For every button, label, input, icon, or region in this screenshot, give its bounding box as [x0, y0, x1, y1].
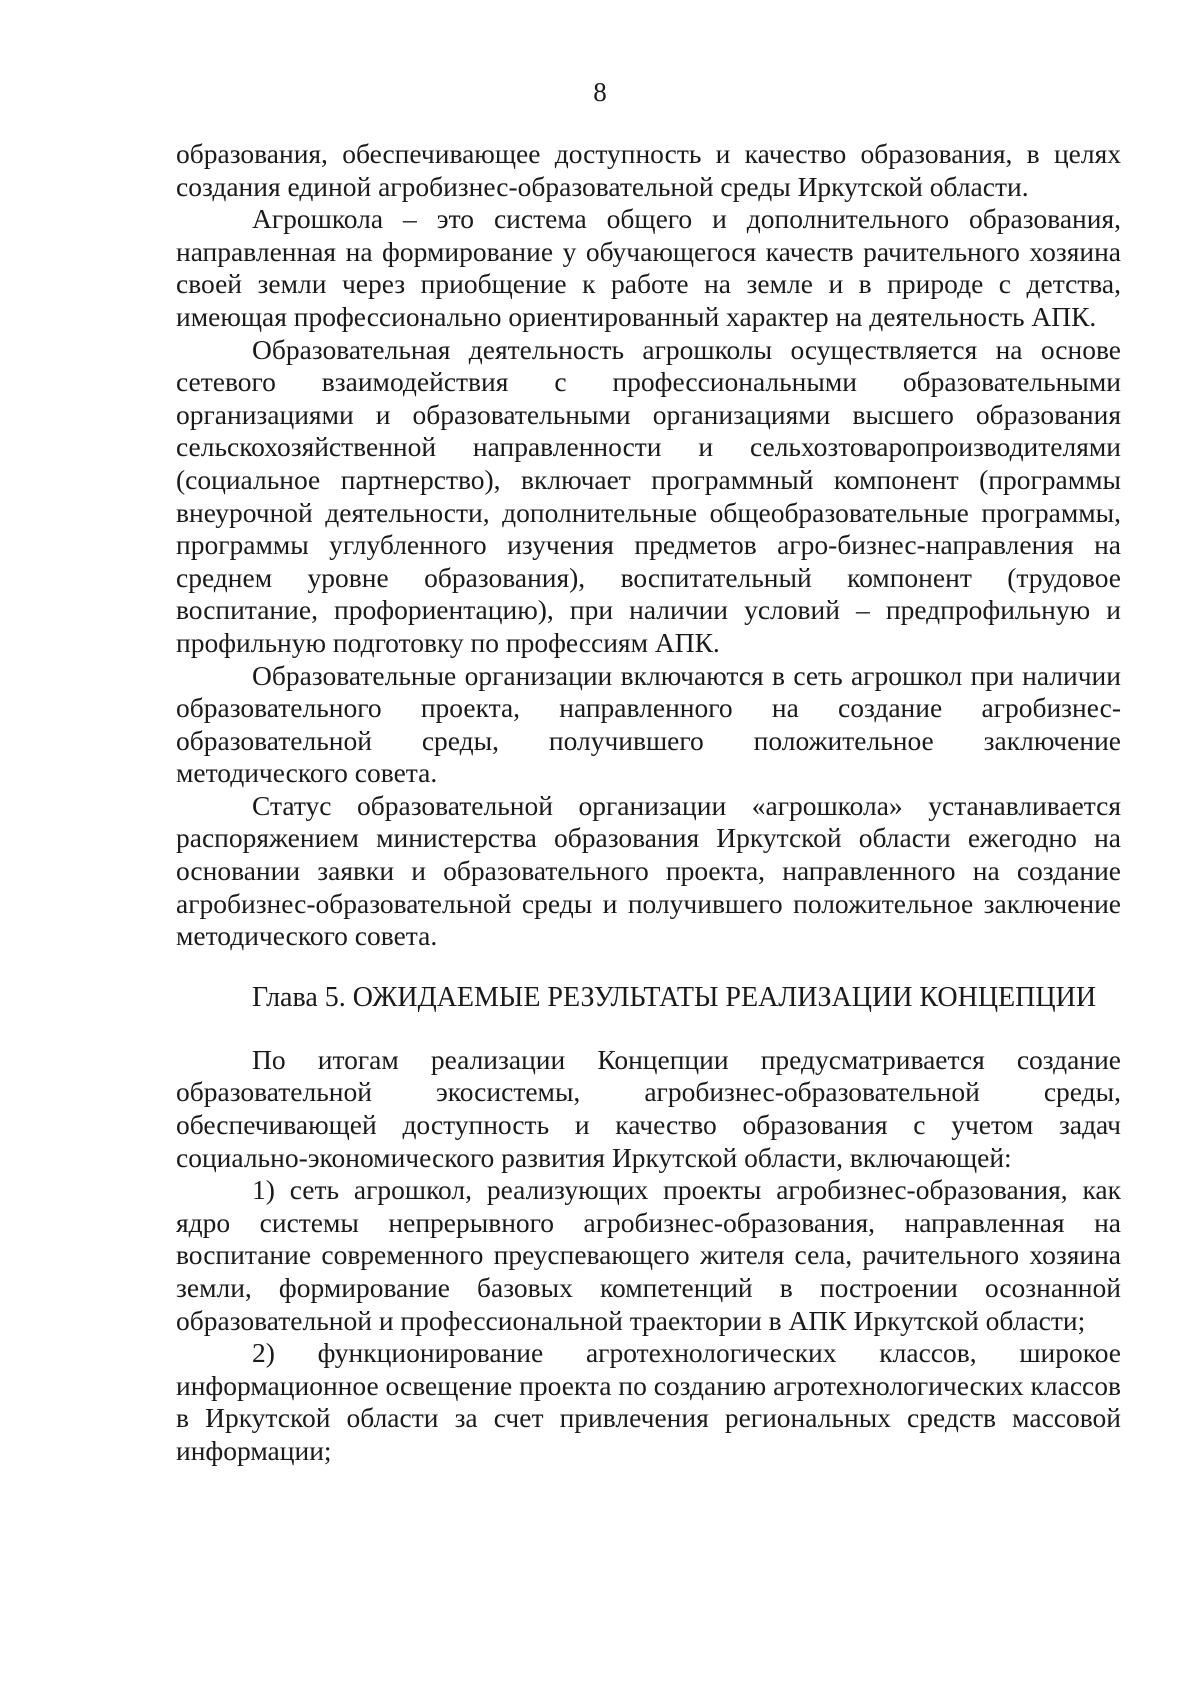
- page-number: 8: [593, 77, 607, 107]
- paragraph-chapter-intro: По итогам реализации Концепции предусматривается создание образовательной экосистемы, агробизнес-образовательной среды, обеспечивающей доступность и качество образования с учетом задач социально-экономического развития Иркутской области, включающей:: [176, 1043, 1121, 1173]
- chapter-title: Глава 5. ОЖИДАЕМЫЕ РЕЗУЛЬТАТЫ РЕАЛИЗАЦИИ КОНЦЕПЦИИ: [252, 981, 1097, 1013]
- paragraph-agroschool-activity: Образовательная деятельность агрошколы осуществляется на основе сетевого взаимодействия с профессиональными образовательными организациями и образовательными организациями высшего образования сельскохозяйственной направленности и сельхозтоваропроизводителями (социальное партнерство), включает программный компонент (программы внеурочной деятельности, дополнительные общеобразовательные программы, программы углубленного изучения предметов агро-бизнес-направления на среднем уровне образования), воспитательный компонент (трудовое воспитание, профориентацию), при наличии условий – предпрофильную и профильную подготовку по профессиям АПК.: [176, 333, 1121, 658]
- list-item: [176, 1174, 1121, 1337]
- list-item-number: 1): [252, 1174, 275, 1206]
- paragraph-continued: образования, обеспечивающее доступность и качество образования, в целях создания единой агробизнес-образовательной среды Иркутской области.: [176, 138, 1121, 202]
- list-item-number: 2): [252, 1337, 275, 1369]
- list-item-text: сеть агрошкол, реализующих проекты агробизнес-образования, как ядро системы непрерывного агробизнес-образования, направленная на воспитание современного преуспевающего жителя села, рачительного хозяина земли, формирование базовых компетенций в построении осознанной образовательной и профессиональной траектории в АПК Иркутской области;: [176, 1174, 1122, 1336]
- list-item-text: функционирование агротехнологических классов, широкое информационное освещение проекта по созданию агротехнологических классов в Иркутской области за счет привлечения региональных средств массовой информации;: [176, 1337, 1121, 1466]
- paragraph-agroschool-definition: Агрошкола – это система общего и дополнительного образования, направленная на формирование у обучающегося качеств рачительного хозяина своей земли через приобщение к работе на земле и в природе с детства, имеющая профессионально ориентированный характер на деятельность АПК.: [176, 203, 1121, 332]
- list-item: [176, 1337, 1121, 1467]
- paragraph-network-inclusion: Образовательные организации включаются в сеть агрошкол при наличии образовательного проекта, направленного на создание агробизнес-образовательной среды, получившего положительное заключение методического совета.: [176, 659, 1121, 789]
- document-body: [176, 138, 1121, 1468]
- paragraph-status: Статус образовательной организации «агрошкола» устанавливается распоряжением министерства образования Иркутской области ежегодно на основании заявки и образовательного проекта, направленного на создание агробизнес-образовательной среды и получившего положительное заключение методического совета.: [176, 789, 1121, 952]
